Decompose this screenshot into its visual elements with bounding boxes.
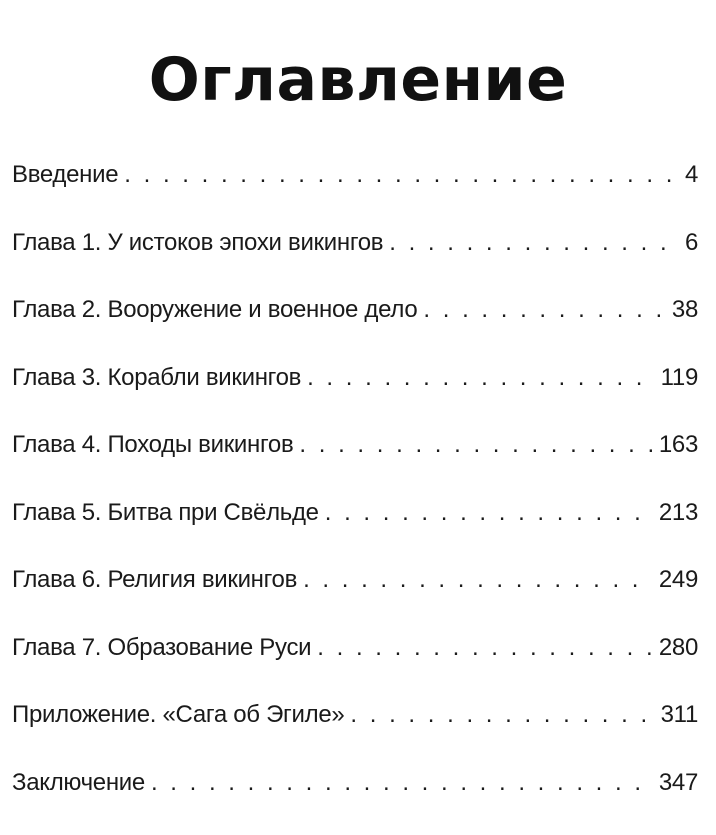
toc-entry-label: Глава 3. Корабли викингов — [12, 363, 301, 393]
toc-entry-label: Глава 1. У истоков эпохи викингов — [12, 228, 383, 258]
toc-entry-chapter-5[interactable] — [12, 498, 698, 566]
toc-entry-introduction[interactable] — [12, 160, 698, 228]
dot-leader — [389, 228, 679, 258]
dot-leader — [317, 633, 653, 663]
toc-entry-label: Глава 6. Религия викингов — [12, 565, 297, 595]
toc-entry-page-number: 163 — [659, 430, 698, 460]
toc-entry-page-number: 280 — [659, 633, 698, 663]
toc-entry-chapter-4[interactable] — [12, 430, 698, 498]
toc-entry-page-number: 4 — [685, 160, 698, 190]
dot-leader — [325, 498, 653, 528]
dot-leader — [151, 768, 653, 798]
dot-leader — [423, 295, 665, 325]
toc-entry-page-number: 249 — [659, 565, 698, 595]
toc-entry-conclusion[interactable] — [12, 768, 698, 835]
toc-entry-label: Глава 5. Битва при Свёльде — [12, 498, 319, 528]
dot-leader — [299, 430, 652, 460]
dot-leader — [350, 700, 654, 730]
toc-entry-label: Заключение — [12, 768, 145, 798]
dot-leader — [124, 160, 679, 190]
toc-entry-chapter-1[interactable] — [12, 228, 698, 296]
toc-entry-appendix[interactable] — [12, 700, 698, 768]
toc-entry-chapter-3[interactable] — [12, 363, 698, 431]
toc-entry-label: Приложение. «Сага об Эгиле» — [12, 700, 344, 730]
toc-entry-label: Глава 2. Вооружение и военное дело — [12, 295, 417, 325]
toc-entry-page-number: 38 — [672, 295, 698, 325]
toc-entry-page-number: 6 — [685, 228, 698, 258]
page-title: Оглавление — [0, 44, 716, 116]
toc-entry-label: Введение — [12, 160, 118, 190]
toc-entry-label: Глава 7. Образование Руси — [12, 633, 311, 663]
dot-leader — [303, 565, 653, 595]
toc-entry-label: Глава 4. Походы викингов — [12, 430, 293, 460]
toc-entry-chapter-6[interactable] — [12, 565, 698, 633]
table-of-contents — [12, 160, 698, 835]
toc-entry-page-number: 213 — [659, 498, 698, 528]
toc-entry-page-number: 347 — [659, 768, 698, 798]
toc-entry-page-number: 119 — [661, 363, 698, 393]
toc-entry-chapter-7[interactable] — [12, 633, 698, 701]
dot-leader — [307, 363, 655, 393]
toc-entry-page-number: 311 — [661, 700, 698, 730]
toc-entry-chapter-2[interactable] — [12, 295, 698, 363]
